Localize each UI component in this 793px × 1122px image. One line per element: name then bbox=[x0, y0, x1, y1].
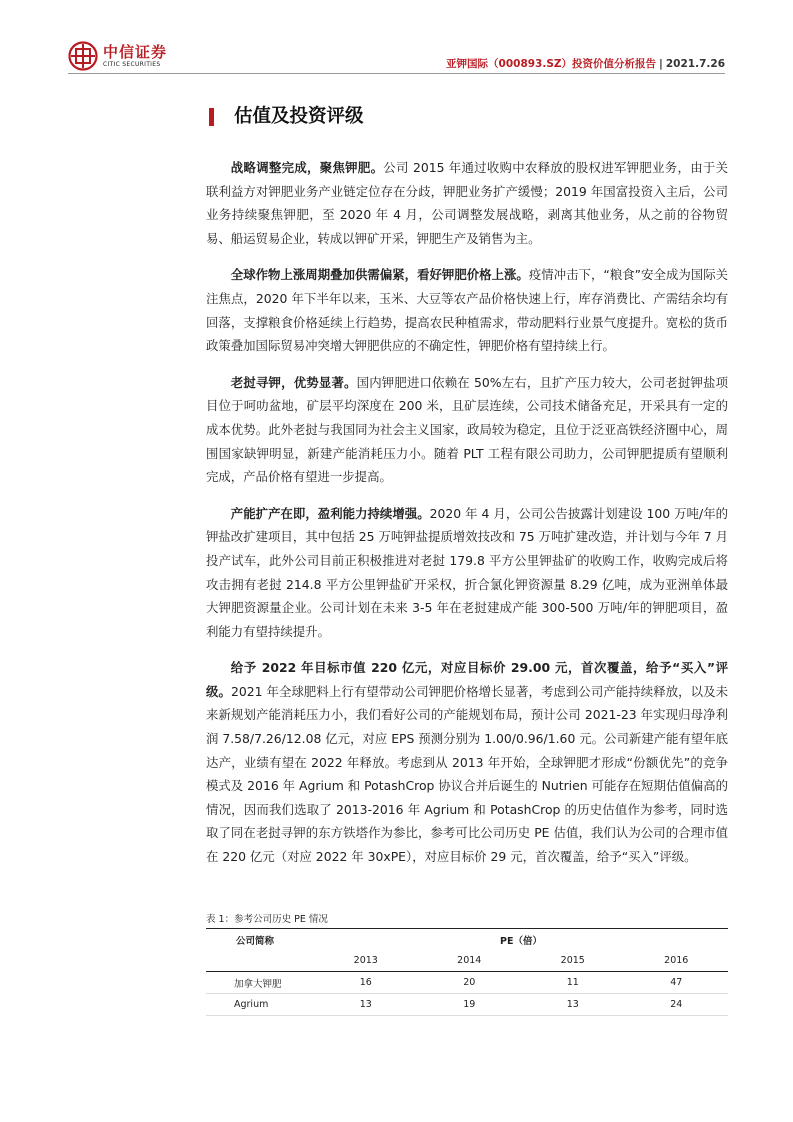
company-name: Agrium bbox=[206, 994, 314, 1016]
paragraph-lead: 全球作物上涨周期叠加供需偏紧，看好钾肥价格上涨。 bbox=[230, 267, 529, 283]
paragraph-body: 国内钾肥进口依赖在 50%左右，且扩产压力较大，公司老挝钾盐项目位于呵叻盆地，矿层平均深度在 200 米，且矿层连续，公司技术储备充足，开采具有一定的成本优势。此外老挝与我国同为社会主义国家，政局较为稳定，且位于泛亚高铁经济圈中心，周围国家缺钾明显，新建产能消耗压力小。随着 PLT 工程有限公司助力，公司钾肥提质有望顺利完成，产品价格有望进一步提高。 bbox=[206, 374, 729, 485]
column-header-year: 2016 bbox=[625, 950, 729, 972]
logo-name-cn: 中信证券 bbox=[103, 42, 168, 61]
section-title: 估值及投资评级 bbox=[234, 106, 364, 127]
paragraph-body: 疫情冲击下，“粮食”安全成为国际关注焦点，2020 年下半年以来，玉米、大豆等农产品价格快速上行，库存消费比、产需结余均有回落，支撑粮食价格延续上行趋势，提高农民种植需求，带动肥料行业景气度提升。宽松的货币政策叠加国际贸易冲突增大钾肥供应的不确定性，钾肥价格有望持续上行。 bbox=[206, 267, 729, 354]
report-date: 2021.7.26 bbox=[665, 58, 725, 70]
logo-name-en: CITIC SECURITIES bbox=[103, 60, 161, 68]
paragraph-lead: 老挝寻钾，优势显著。 bbox=[230, 374, 357, 390]
column-header-pe: PE（倍） bbox=[314, 929, 728, 951]
header-separator: | bbox=[659, 58, 663, 70]
paragraph-laos-advantage bbox=[206, 371, 728, 489]
company-name: 加拿大钾肥 bbox=[206, 972, 314, 994]
paragraph-strategy bbox=[206, 156, 728, 250]
paragraph-lead: 给予 2022 年目标市值 220 亿元，对应目标价 29.00 元，首次覆盖，给予“买入”评级。 bbox=[206, 660, 728, 699]
paragraph-price-outlook bbox=[206, 263, 728, 357]
pe-value: 19 bbox=[418, 994, 522, 1016]
paragraph-lead: 产能扩产在即，盈利能力持续增强。 bbox=[230, 505, 430, 521]
report-body bbox=[206, 156, 728, 882]
report-title: 亚钾国际（000893.SZ）投资价值分析报告 bbox=[446, 58, 657, 70]
paragraph-lead: 战略调整完成，聚焦钾肥。 bbox=[230, 160, 384, 175]
pe-history-table bbox=[206, 928, 728, 1016]
column-header-year: 2013 bbox=[314, 950, 418, 972]
section-marker bbox=[209, 108, 214, 126]
header-divider bbox=[68, 73, 725, 74]
table-caption: 表 1：参考公司历史 PE 情况 bbox=[206, 914, 328, 925]
pe-value: 13 bbox=[521, 994, 625, 1016]
column-header-blank bbox=[206, 950, 314, 972]
pe-value: 20 bbox=[418, 972, 522, 994]
pe-value: 11 bbox=[521, 972, 625, 994]
pe-value: 16 bbox=[314, 972, 418, 994]
column-header-company: 公司简称 bbox=[206, 929, 314, 951]
pe-value: 24 bbox=[625, 994, 729, 1016]
pe-value: 47 bbox=[625, 972, 729, 994]
paragraph-body: 2020 年 4 月，公司公告披露计划建设 100 万吨/年的钾盐改扩建项目，其中包括 25 万吨钾盐提质增效技改和 75 万吨扩建改造，并计划与今年 7 月投产试车，此外公司目前正积极推进对老挝 179.8 平方公里钾盐矿的收购工作，收购完成后将攻击拥有老挝 214.8 平方公里钾盐矿开采权，折合氯化钾资源量 8.29 亿吨，成为亚洲单体最大钾肥资源量企业。公司计划在未来 3-5 年在老挝建成产能 300-500 万吨/年的钾肥项目，盈利能力有望持续提升。 bbox=[206, 505, 729, 639]
citic-logo bbox=[68, 40, 167, 72]
table-row bbox=[206, 994, 728, 1016]
paragraph-capacity bbox=[206, 502, 728, 644]
column-header-year: 2014 bbox=[418, 950, 522, 972]
report-header bbox=[446, 56, 725, 71]
paragraph-body: 2021 年全球肥料上行有望带动公司钾肥价格增长显著，考虑到公司产能持续释放，以及未来新规划产能消耗压力小，我们看好公司的产能规划布局，预计公司 2021-23 年实现归母净利润 7.58/7.26/12.08 亿元，对应 EPS 预测分别为 1.00/0.96/1.60 元。公司新建产能有望年底达产，业绩有望在 2022 年释放。考虑到从 2013 年开始，全球钾肥才形成“份额优先”的竞争模式及 2016 年 Agrium 和 PotashCrop 协议合并后诞生的 Nutrien 可能存在短期估值偏高的情况，因而我们选取了 2013-2016 年 Agrium 和 PotashCrop 的历史估值作为参考，同时选取了同在老挝寻钾的东方铁塔作为参比，参考可比公司历史 PE 估值，我们认为公司的合理市值在 220 亿元（对应 2022 年 30xPE），对应目标价 29 元，首次覆盖，给予“买入”评级。 bbox=[206, 683, 728, 865]
pe-value: 13 bbox=[314, 994, 418, 1016]
paragraph-rating bbox=[206, 656, 728, 868]
citic-logo-icon bbox=[68, 41, 98, 71]
column-header-year: 2015 bbox=[521, 950, 625, 972]
table-row bbox=[206, 972, 728, 994]
paragraph-body: 公司 2015 年通过收购中农释放的股权进军钾肥业务，由于关联利益方对钾肥业务产业链定位存在分歧，钾肥业务扩产缓慢；2019 年国富投资入主后，公司业务持续聚焦钾肥，至 2020 年 4 月，公司调整发展战略，剥离其他业务，从之前的谷物贸易、船运贸易企业，转成以钾矿开采，钾肥生产及销售为主。 bbox=[206, 160, 729, 246]
